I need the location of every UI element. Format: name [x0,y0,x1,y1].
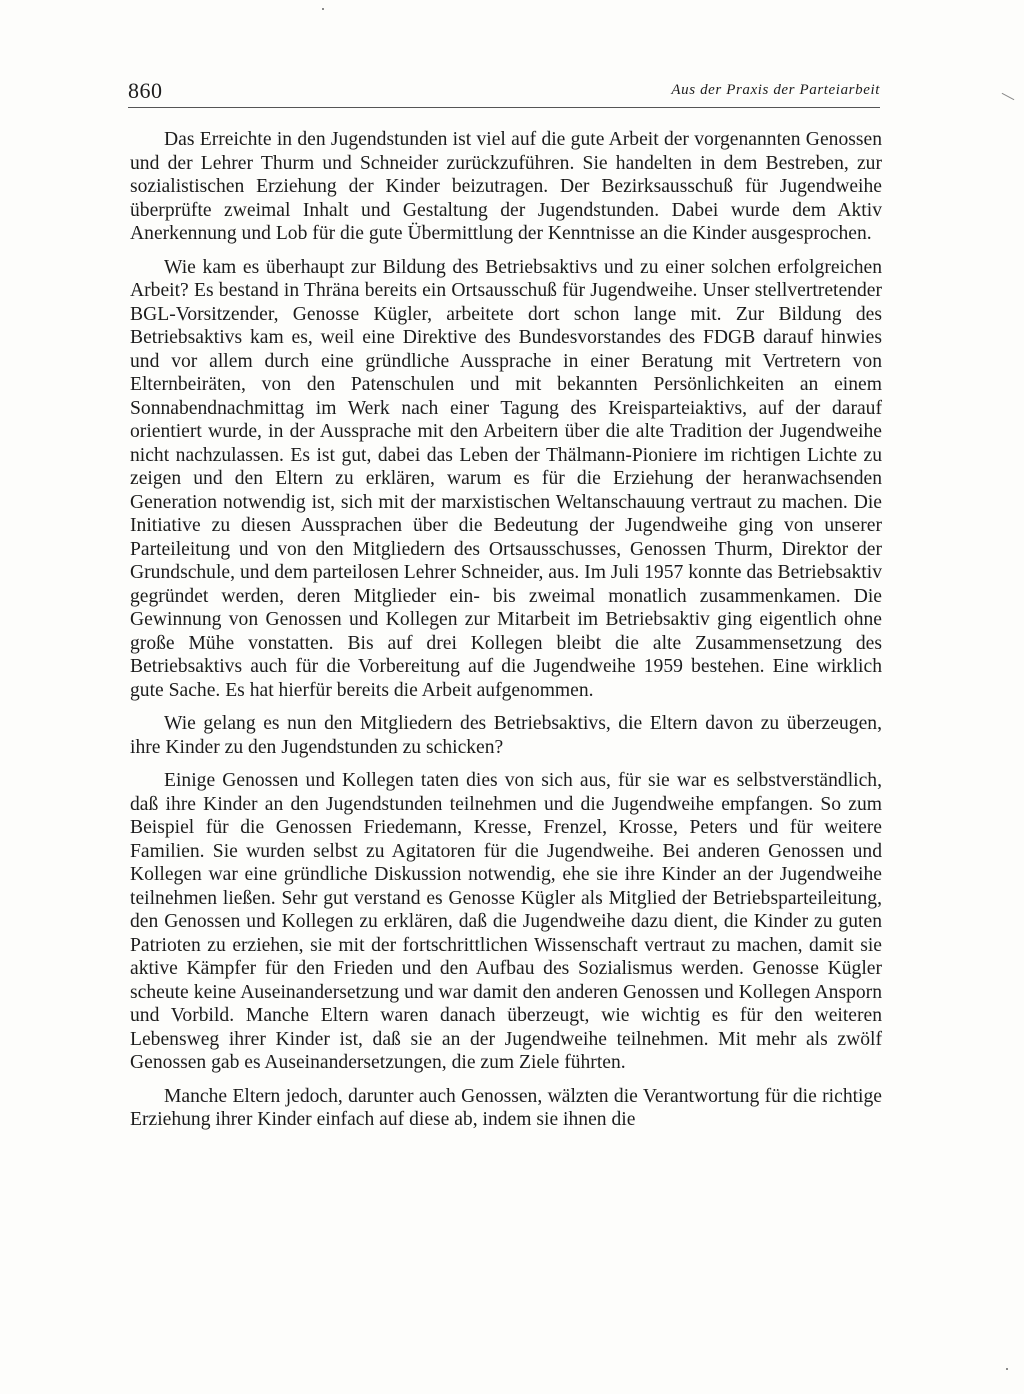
paragraph: Wie gelang es nun den Mitgliedern des Betriebsaktivs, die Eltern davon zu überzeugen, ihre Kinder zu den Jugendstunden zu schicken? [130,713,882,758]
paragraph: Manche Eltern jedoch, darunter auch Genossen, wälzten die Verantwortung für die richtige Erziehung ihrer Kinder einfach auf diese ab, indem sie ihnen die [130,1085,882,1130]
paragraph: Einige Genossen und Kollegen taten dies von sich aus, für sie war es selbstverständlich, daß ihre Kinder an den Jugendstunden teilnehmen und die Jugendweihe empfangen. So zum Beispiel für die Genossen Friedemann, Kresse, Frenzel, Krosse, Peters und für weitere Familien. Sie wurden selbst zu Agitatoren für die Jugendweihe. Bei anderen Genossen und Kollegen war eine gründliche Diskussion notwendig, ehe sie ihre Kinder an der Jugendweihe teilnehmen ließen. Sehr gut verstand es Genosse Kügler als Mitglied der Betriebsparteileitung, den Genossen und Kollegen zu erklären, daß die Jugendweihe dazu dient, die Kinder zu guten Patrioten zu erziehen, sie mit der fortschrittlichen Wissenschaft vertraut zu machen, damit sie aktive Kämpfer für den Frieden und den Aufbau des Sozialismus werden. Genosse Kügler scheute keine Auseinandersetzung und war damit den anderen Genossen und Kollegen Ansporn und Vorbild. Manche Eltern waren danach überzeugt, wie wichtig es für den weiteren Lebensweg ihrer Kinder ist, daß sie an der Jugendweihe teilnehmen. Mit mehr als zwölf Genossen gab es Auseinandersetzungen, die zum Ziele führten. [130,770,882,1073]
page-number: 860 [128,78,163,103]
scan-speck [1002,93,1015,100]
header-rule [128,107,880,108]
paragraph: Das Erreichte in den Jugendstunden ist viel auf die gute Arbeit der vorgenannten Genossen und der Lehrer Thurm und Schneider zurückzuführen. Sie handelten in dem Bestreben, zur sozialistischen Erziehung der Kinder beizutragen. Der Bezirksausschuß für Jugendweihe überprüfte zweimal Inhalt und Gestaltung der Jugendstunden. Dabei wurde dem Aktiv Anerkennung und Lob für die gute Übermittlung der Kenntnisse an die Kinder ausgesprochen. [130,129,882,244]
running-head: Aus der Praxis der Parteiarbeit [671,82,880,98]
page-header [128,78,880,106]
scan-speck [1006,1368,1008,1370]
scan-speck [322,8,324,10]
body-text [130,128,882,1142]
paragraph: Wie kam es überhaupt zur Bildung des Betriebsaktivs und zu einer solchen erfolgreichen Arbeit? Es bestand in Thräna bereits ein Ortsausschuß für Jugendweihe. Unser stellvertretender BGL-Vorsitzender, Genosse Kügler, arbeitete dort schon lange mit. Zur Bildung des Betriebsaktivs kam es, weil eine Direktive des Bundesvorstandes des FDGB darauf hinwies und vor allem durch eine gründliche Aussprache in einer Beratung mit Vertretern von Elternbeiräten, von den Patenschulen und mit bekannten Persönlichkeiten an einem Sonnabendnachmittag im Werk nach einer Tagung des Kreisparteiaktivs, auf der darauf orientiert wurde, in der Aussprache mit den Arbeitern über die alte Tradition der Jugendweihe nicht nachzulassen. Es ist gut, dabei das Leben der Thälmann-Pioniere im richtigen Lichte zu zeigen und den Eltern zu erklären, warum es für die Erziehung der heranwachsenden Generation notwendig ist, sich mit der marxistischen Weltanschauung vertraut zu machen. Die Initiative zu diesen Aussprachen über die Bedeutung der Jugendweihe ging von unserer Parteileitung und von den Mitgliedern des Ortsausschusses, Genossen Thurm, Direktor der Grundschule, und dem parteilosen Lehrer Schneider, aus. Im Juli 1957 konnte das Betriebsaktiv gegründet werden, deren Mitglieder ein- bis zweimal monatlich zusammenkamen. Die Gewinnung von Genossen und Kollegen zur Mitarbeit im Betriebsaktiv ging eigentlich ohne große Mühe vonstatten. Bis auf drei Kollegen bleibt die alte Zusammensetzung des Betriebsaktivs auch für die Vorbereitung auf die Jugendweihe 1959 bestehen. Eine wirklich gute Sache. Es hat hierfür bereits die Arbeit aufgenommen. [130,256,882,701]
